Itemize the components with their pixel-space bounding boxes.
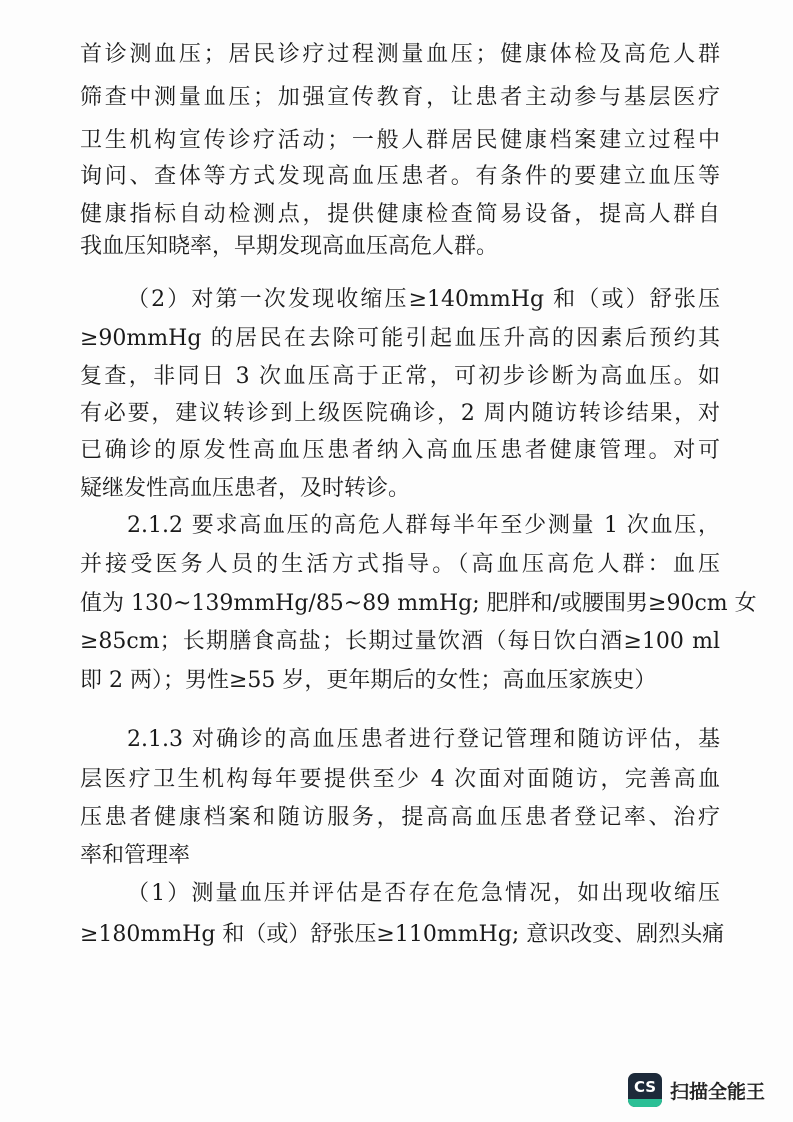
paragraph-line: 并接受医务人员的生活方式指导。（高血压高危人群：血压 (80, 552, 720, 577)
watermark-text: 扫描全能王 (670, 1080, 766, 1103)
paragraph-line: 首诊测血压；居民诊疗过程测量血压；健康体检及高危人群 (80, 42, 720, 67)
paragraph-line: 压患者健康档案和随访服务，提高高血压患者登记率、治疗 (80, 805, 720, 830)
paragraph-line: 筛查中测量血压；加强宣传教育，让患者主动参与基层医疗 (80, 85, 720, 110)
paragraph-line: 已确诊的原发性高血压患者纳入高血压患者健康管理。对可 (80, 438, 720, 463)
paragraph-line: 2.1.2 要求高血压的高危人群每半年至少测量 1 次血压， (127, 513, 720, 538)
paragraph-line: 层医疗卫生机构每年要提供至少 4 次面对面随访，完善高血 (80, 767, 720, 792)
paragraph-line: 询问、查体等方式发现高血压患者。有条件的要建立血压等 (80, 164, 720, 189)
paragraph-line: 2.1.3 对确诊的高血压患者进行登记管理和随访评估，基 (127, 727, 720, 752)
paragraph-line: 即 2 两）；男性≥55 岁，更年期后的女性；高血压家族史） (80, 668, 657, 693)
paragraph-line: 疑继发性高血压患者，及时转诊。 (80, 476, 411, 501)
paragraph-line: ≥180mmHg 和（或）舒张压≥110mmHg; 意识改变、剧烈头痛 (80, 922, 725, 947)
paragraph-line: 值为 130~139mmHg/85~89 mmHg; 肥胖和/或腰围男≥90cm 女 (80, 591, 757, 616)
paragraph-line: 健康指标自动检测点，提供健康检查简易设备，提高人群自 (80, 202, 720, 227)
paragraph-line: 卫生机构宣传诊疗活动；一般人群居民健康档案建立过程中 (80, 128, 720, 153)
paragraph-line: （2）对第一次发现收缩压≥140mmHg 和（或）舒张压 (127, 287, 720, 312)
paragraph-line: 我血压知晓率，早期发现高血压高危人群。 (80, 234, 499, 259)
paragraph-line: 率和管理率 (80, 843, 191, 868)
camscanner-watermark (628, 1073, 765, 1107)
paragraph-line: ≥85cm；长期膳食高盐；长期过量饮酒（每日饮白酒≥100 ml (80, 629, 720, 654)
paragraph-line: 复查，非同日 3 次血压高于正常，可初步诊断为高血压。如 (80, 364, 720, 389)
camscanner-logo-icon: CS (628, 1073, 662, 1107)
paragraph-line: 有必要，建议转诊到上级医院确诊，2 周内随访转诊结果，对 (80, 401, 720, 426)
paragraph-line: （1）测量血压并评估是否存在危急情况，如出现收缩压 (127, 881, 720, 906)
paragraph-line: ≥90mmHg 的居民在去除可能引起血压升高的因素后预约其 (80, 326, 720, 351)
